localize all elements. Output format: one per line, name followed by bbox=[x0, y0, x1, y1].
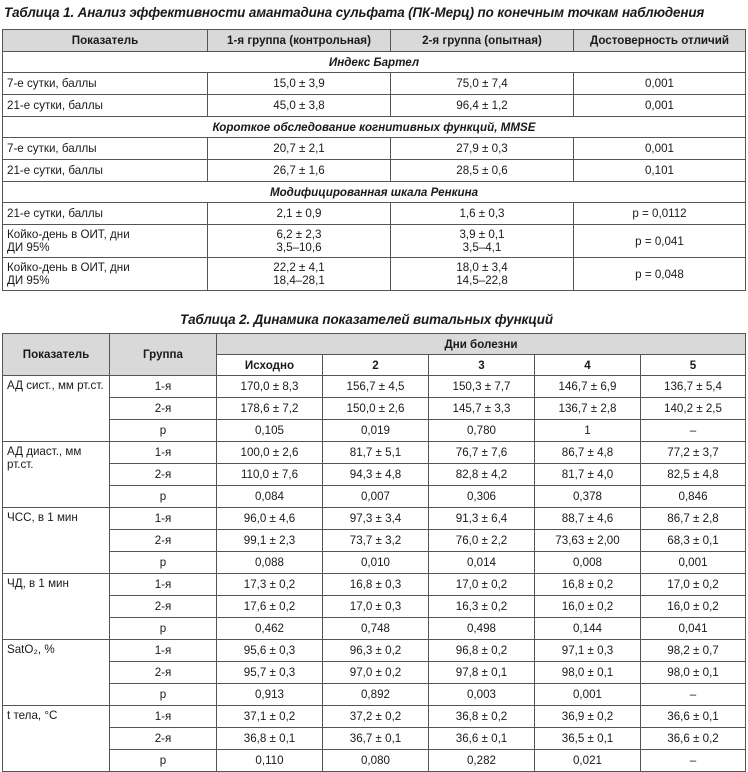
table2-value-cell: 36,6 ± 0,1 bbox=[641, 706, 746, 728]
table1-cell-group1: 26,7 ± 1,6 bbox=[208, 160, 391, 182]
table2-value-cell: 98,0 ± 0,1 bbox=[641, 662, 746, 684]
table2-value-cell: 0,080 bbox=[323, 750, 429, 772]
table2-value-cell: 140,2 ± 2,5 bbox=[641, 398, 746, 420]
table1-section-title: Модифицированная шкала Ренкина bbox=[3, 182, 746, 203]
table2-group-cell: p bbox=[110, 420, 217, 442]
table1-section-row bbox=[3, 52, 746, 73]
table2-value-cell: 0,008 bbox=[535, 552, 641, 574]
table1-section-row bbox=[3, 182, 746, 203]
table1-header-group1: 1-я группа (контрольная) bbox=[208, 30, 391, 52]
table2-header-indicator: Показатель bbox=[3, 334, 110, 376]
cell-line: 14,5–22,8 bbox=[456, 274, 508, 287]
table1-header-indicator: Показатель bbox=[3, 30, 208, 52]
cell-line: 18,4–28,1 bbox=[273, 274, 325, 287]
cell-line: 18,0 ± 3,4 bbox=[456, 261, 508, 275]
table1-cell-group1: 20,7 ± 2,1 bbox=[208, 138, 391, 160]
table2-value-cell: 0,014 bbox=[429, 552, 535, 574]
table2-value-cell: 0,001 bbox=[641, 552, 746, 574]
cell-line: 3,5–10,6 bbox=[276, 241, 322, 254]
table2-value-cell: 86,7 ± 4,8 bbox=[535, 442, 641, 464]
table2-day-header: 5 bbox=[641, 355, 746, 376]
table2-value-cell: 97,3 ± 3,4 bbox=[323, 508, 429, 530]
table2-value-cell: 81,7 ± 5,1 bbox=[323, 442, 429, 464]
table2-row bbox=[3, 728, 746, 750]
table2-indicator-label: ЧД, в 1 мин bbox=[3, 574, 110, 640]
table2-indicator-label: АД сист., мм рт.ст. bbox=[3, 376, 110, 442]
table1-cell-significance: 0,101 bbox=[574, 160, 746, 182]
table1-row bbox=[3, 138, 746, 160]
table2-row bbox=[3, 750, 746, 772]
table2-row bbox=[3, 684, 746, 706]
cell-line: ДИ 95% bbox=[7, 241, 50, 254]
table2-group-cell: p bbox=[110, 486, 217, 508]
table2-indicator-label: SatO₂, % bbox=[3, 640, 110, 706]
table2-value-cell: 98,0 ± 0,1 bbox=[535, 662, 641, 684]
cell-line: 22,2 ± 4,1 bbox=[273, 261, 325, 275]
table1-section-row bbox=[3, 117, 746, 138]
table1-cell-group1: 2,1 ± 0,9 bbox=[208, 203, 391, 225]
table2-value-cell: 0,003 bbox=[429, 684, 535, 706]
table2-value-cell: 96,3 ± 0,2 bbox=[323, 640, 429, 662]
table2-header-row bbox=[3, 334, 746, 355]
table2-value-cell: 0,498 bbox=[429, 618, 535, 640]
table2-value-cell: 95,7 ± 0,3 bbox=[217, 662, 323, 684]
table2-group-cell: 1-я bbox=[110, 640, 217, 662]
table2-value-cell: 17,6 ± 0,2 bbox=[217, 596, 323, 618]
table2-value-cell: – bbox=[641, 420, 746, 442]
table2-value-cell: 82,8 ± 4,2 bbox=[429, 464, 535, 486]
table2-value-cell: 16,8 ± 0,2 bbox=[535, 574, 641, 596]
table1-cell-label bbox=[3, 258, 208, 291]
table1-row bbox=[3, 258, 746, 291]
table2-group-cell: p bbox=[110, 684, 217, 706]
table2-value-cell: 0,041 bbox=[641, 618, 746, 640]
table1-cell-group2: 27,9 ± 0,3 bbox=[391, 138, 574, 160]
table2-day-header: 4 bbox=[535, 355, 641, 376]
table2-value-cell: 0,001 bbox=[535, 684, 641, 706]
table2-value-cell: 0,105 bbox=[217, 420, 323, 442]
table1-cell-label: 21-е сутки, баллы bbox=[3, 95, 208, 117]
table2-value-cell: 150,3 ± 7,7 bbox=[429, 376, 535, 398]
table2-day-header: 3 bbox=[429, 355, 535, 376]
table1-cell-label: 21-е сутки, баллы bbox=[3, 160, 208, 182]
cell-line: Койко-день в ОИТ, дни bbox=[7, 228, 130, 242]
table2-value-cell: 36,8 ± 0,2 bbox=[429, 706, 535, 728]
table2-value-cell: 100,0 ± 2,6 bbox=[217, 442, 323, 464]
table2-value-cell: 36,5 ± 0,1 bbox=[535, 728, 641, 750]
table2-indicator-label: ЧСС, в 1 мин bbox=[3, 508, 110, 574]
table2-value-cell: 77,2 ± 3,7 bbox=[641, 442, 746, 464]
table2-value-cell: 17,3 ± 0,2 bbox=[217, 574, 323, 596]
cell-line: 6,2 ± 2,3 bbox=[276, 228, 322, 242]
table1-cell-significance: p = 0,048 bbox=[574, 258, 746, 291]
table2-row bbox=[3, 398, 746, 420]
table2-value-cell: 0,306 bbox=[429, 486, 535, 508]
table2-row bbox=[3, 508, 746, 530]
table1-cell-significance: 0,001 bbox=[574, 73, 746, 95]
table2-value-cell: 99,1 ± 2,3 bbox=[217, 530, 323, 552]
table1-header-group2: 2-я группа (опытная) bbox=[391, 30, 574, 52]
table2-header-days: Дни болезни bbox=[217, 334, 746, 355]
table1-section-title: Короткое обследование когнитивных функций, MMSE bbox=[3, 117, 746, 138]
table1-section-title: Индекс Бартел bbox=[3, 52, 746, 73]
table2-value-cell: 110,0 ± 7,6 bbox=[217, 464, 323, 486]
table1-cell-group1 bbox=[208, 258, 391, 291]
table1-cell-group1 bbox=[208, 225, 391, 258]
table2-value-cell: 1 bbox=[535, 420, 641, 442]
table2-row bbox=[3, 662, 746, 684]
table2-header-group: Группа bbox=[110, 334, 217, 376]
table2-value-cell: 95,6 ± 0,3 bbox=[217, 640, 323, 662]
table2-value-cell: 0,110 bbox=[217, 750, 323, 772]
table2-value-cell: 76,0 ± 2,2 bbox=[429, 530, 535, 552]
table2-value-cell: 97,8 ± 0,1 bbox=[429, 662, 535, 684]
table1-cell-group1: 15,0 ± 3,9 bbox=[208, 73, 391, 95]
table2-value-cell: 0,144 bbox=[535, 618, 641, 640]
table1-row bbox=[3, 95, 746, 117]
table2-value-cell: 36,9 ± 0,2 bbox=[535, 706, 641, 728]
table2-value-cell: 145,7 ± 3,3 bbox=[429, 398, 535, 420]
table2-row bbox=[3, 552, 746, 574]
table2-group-cell: p bbox=[110, 750, 217, 772]
table2-value-cell: 37,1 ± 0,2 bbox=[217, 706, 323, 728]
table2-row bbox=[3, 706, 746, 728]
table2-group-cell: 1-я bbox=[110, 442, 217, 464]
table2-group-cell: 1-я bbox=[110, 508, 217, 530]
table2-row bbox=[3, 596, 746, 618]
table2-value-cell: 0,780 bbox=[429, 420, 535, 442]
table2-value-cell: 16,0 ± 0,2 bbox=[641, 596, 746, 618]
table2-group-cell: p bbox=[110, 618, 217, 640]
table2-value-cell: 36,7 ± 0,1 bbox=[323, 728, 429, 750]
table2-indicator-label: t тела, °С bbox=[3, 706, 110, 772]
table2-value-cell: 17,0 ± 0,2 bbox=[429, 574, 535, 596]
table2-value-cell: 0,282 bbox=[429, 750, 535, 772]
table2-value-cell: 0,084 bbox=[217, 486, 323, 508]
cell-line: 3,5–4,1 bbox=[462, 241, 502, 254]
table2-value-cell: 0,088 bbox=[217, 552, 323, 574]
table2-value-cell: 0,019 bbox=[323, 420, 429, 442]
table2-value-cell: 0,010 bbox=[323, 552, 429, 574]
table1-row bbox=[3, 160, 746, 182]
table2-day-header: Исходно bbox=[217, 355, 323, 376]
table2-value-cell: 88,7 ± 4,6 bbox=[535, 508, 641, 530]
table2-value-cell: 146,7 ± 6,9 bbox=[535, 376, 641, 398]
cell-line: 3,9 ± 0,1 bbox=[459, 228, 505, 242]
table1-cell-significance: 0,001 bbox=[574, 138, 746, 160]
cell-line: ДИ 95% bbox=[7, 274, 50, 287]
table2-row bbox=[3, 618, 746, 640]
table2-row bbox=[3, 640, 746, 662]
table2-value-cell: 97,1 ± 0,3 bbox=[535, 640, 641, 662]
table2-row bbox=[3, 574, 746, 596]
table2-value-cell: 178,6 ± 7,2 bbox=[217, 398, 323, 420]
table1-cell-group2: 28,5 ± 0,6 bbox=[391, 160, 574, 182]
table1-row bbox=[3, 73, 746, 95]
table2-row bbox=[3, 486, 746, 508]
table2-day-header: 2 bbox=[323, 355, 429, 376]
table2-row bbox=[3, 464, 746, 486]
table2-value-cell: 76,7 ± 7,6 bbox=[429, 442, 535, 464]
table2 bbox=[2, 333, 746, 772]
table2-value-cell: 0,462 bbox=[217, 618, 323, 640]
table2-value-cell: 68,3 ± 0,1 bbox=[641, 530, 746, 552]
table1-row bbox=[3, 225, 746, 258]
table2-value-cell: 96,0 ± 4,6 bbox=[217, 508, 323, 530]
table2-value-cell: 86,7 ± 2,8 bbox=[641, 508, 746, 530]
table2-value-cell: 0,007 bbox=[323, 486, 429, 508]
table2-group-cell: 2-я bbox=[110, 596, 217, 618]
table2-group-cell: 2-я bbox=[110, 662, 217, 684]
table1-cell-significance: p = 0,0112 bbox=[574, 203, 746, 225]
table2-group-cell: p bbox=[110, 552, 217, 574]
table2-value-cell: 97,0 ± 0,2 bbox=[323, 662, 429, 684]
table1-cell-group2: 96,4 ± 1,2 bbox=[391, 95, 574, 117]
table2-value-cell: 91,3 ± 6,4 bbox=[429, 508, 535, 530]
table2-row bbox=[3, 530, 746, 552]
table1-header-row bbox=[3, 30, 746, 52]
table1-cell-group2 bbox=[391, 225, 574, 258]
table1-cell-label: 7-е сутки, баллы bbox=[3, 73, 208, 95]
table1-row bbox=[3, 203, 746, 225]
table2-value-cell: 16,3 ± 0,2 bbox=[429, 596, 535, 618]
table2-value-cell: 96,8 ± 0,2 bbox=[429, 640, 535, 662]
table2-group-cell: 2-я bbox=[110, 728, 217, 750]
table1-cell-label: 21-е сутки, баллы bbox=[3, 203, 208, 225]
table2-value-cell: 16,8 ± 0,3 bbox=[323, 574, 429, 596]
table2-value-cell: 36,6 ± 0,2 bbox=[641, 728, 746, 750]
table2-value-cell: 0,021 bbox=[535, 750, 641, 772]
table1-cell-label: 7-е сутки, баллы bbox=[3, 138, 208, 160]
table2-value-cell: 16,0 ± 0,2 bbox=[535, 596, 641, 618]
table2-value-cell: – bbox=[641, 684, 746, 706]
table2-value-cell: 170,0 ± 8,3 bbox=[217, 376, 323, 398]
table2-value-cell: 73,63 ± 2,00 bbox=[535, 530, 641, 552]
table1 bbox=[2, 29, 746, 291]
table2-value-cell: 156,7 ± 4,5 bbox=[323, 376, 429, 398]
table2-group-cell: 2-я bbox=[110, 398, 217, 420]
table2-value-cell: – bbox=[641, 750, 746, 772]
table1-cell-group2: 1,6 ± 0,3 bbox=[391, 203, 574, 225]
table2-value-cell: 0,748 bbox=[323, 618, 429, 640]
table2-value-cell: 150,0 ± 2,6 bbox=[323, 398, 429, 420]
table2-value-cell: 0,378 bbox=[535, 486, 641, 508]
table2-row bbox=[3, 420, 746, 442]
table1-cell-label bbox=[3, 225, 208, 258]
table2-value-cell: 73,7 ± 3,2 bbox=[323, 530, 429, 552]
table2-value-cell: 94,3 ± 4,8 bbox=[323, 464, 429, 486]
table2-value-cell: 81,7 ± 4,0 bbox=[535, 464, 641, 486]
table2-group-cell: 2-я bbox=[110, 464, 217, 486]
table2-caption: Таблица 2. Динамика показателей витальных функций bbox=[180, 312, 553, 327]
table2-value-cell: 0,913 bbox=[217, 684, 323, 706]
table2-group-cell: 1-я bbox=[110, 574, 217, 596]
table2-row bbox=[3, 442, 746, 464]
table1-header-significance: Достоверность отличий bbox=[574, 30, 746, 52]
table2-value-cell: 0,846 bbox=[641, 486, 746, 508]
table2-value-cell: 82,5 ± 4,8 bbox=[641, 464, 746, 486]
table2-value-cell: 17,0 ± 0,3 bbox=[323, 596, 429, 618]
table2-group-cell: 1-я bbox=[110, 706, 217, 728]
table2-value-cell: 17,0 ± 0,2 bbox=[641, 574, 746, 596]
table2-value-cell: 36,8 ± 0,1 bbox=[217, 728, 323, 750]
table2-group-cell: 2-я bbox=[110, 530, 217, 552]
cell-line: Койко-день в ОИТ, дни bbox=[7, 261, 130, 275]
table2-group-cell: 1-я bbox=[110, 376, 217, 398]
table2-value-cell: 36,6 ± 0,1 bbox=[429, 728, 535, 750]
table2-value-cell: 0,892 bbox=[323, 684, 429, 706]
table1-cell-group1: 45,0 ± 3,8 bbox=[208, 95, 391, 117]
table2-value-cell: 37,2 ± 0,2 bbox=[323, 706, 429, 728]
table2-value-cell: 136,7 ± 2,8 bbox=[535, 398, 641, 420]
table2-indicator-label: АД диаст., мм рт.ст. bbox=[3, 442, 110, 508]
table2-value-cell: 136,7 ± 5,4 bbox=[641, 376, 746, 398]
table2-value-cell: 98,2 ± 0,7 bbox=[641, 640, 746, 662]
table1-cell-group2: 75,0 ± 7,4 bbox=[391, 73, 574, 95]
table1-cell-significance: p = 0,041 bbox=[574, 225, 746, 258]
table1-caption: Таблица 1. Анализ эффективности амантадина сульфата (ПК-Мерц) по конечным точкам наблюдения bbox=[4, 5, 705, 20]
table1-cell-significance: 0,001 bbox=[574, 95, 746, 117]
table1-cell-group2 bbox=[391, 258, 574, 291]
table2-row bbox=[3, 376, 746, 398]
